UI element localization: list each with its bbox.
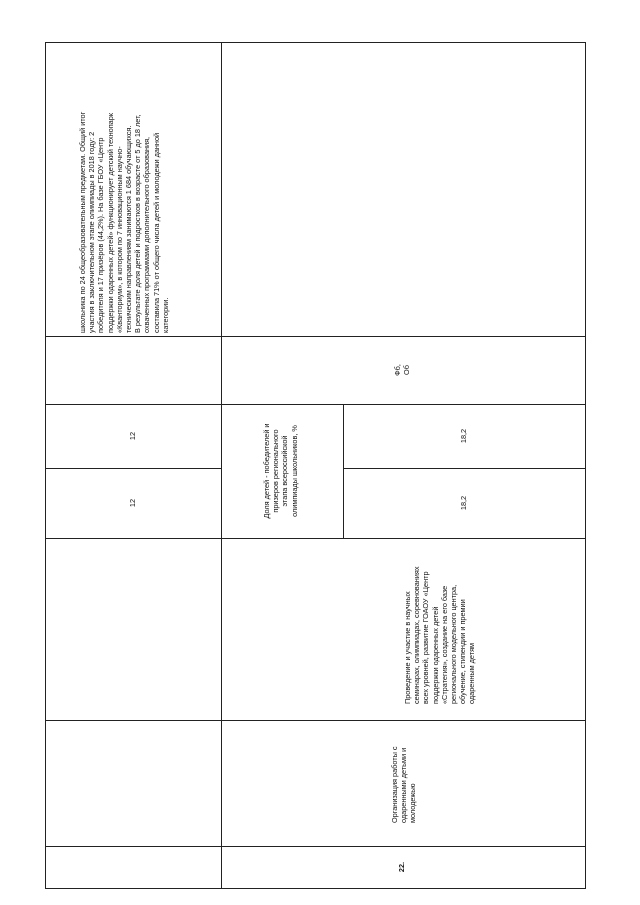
task-cell	[221, 720, 585, 846]
indicator-b: 18,2	[459, 495, 468, 511]
value-b-cell	[45, 468, 221, 538]
value-a: 12	[128, 431, 137, 441]
row-number-cell	[221, 846, 585, 888]
task-text: Организация работы с одаренными детьми и молодежью	[390, 746, 418, 823]
table-border-bottom	[45, 888, 585, 889]
description-cell	[45, 42, 221, 336]
indicator-a: 18,2	[459, 428, 468, 444]
value-b: 12	[128, 498, 137, 508]
activity-text: Проведение и участие в научных семинарах, олимпиадах, соревнованиях всех уровней, развитие ГОАОУ «Центр поддержки одаренных детей «Стратегия», создание на его базе регионального модельного центра, обучение, стипендии и премии одаренным детям	[403, 566, 477, 704]
row-number: 22.	[397, 861, 406, 873]
indicator-name: Доля детей - победителей и призеров регионального этапа всероссийской олимпиады школьников, %	[262, 423, 299, 519]
funding-codes: Фб, Об	[393, 364, 412, 376]
indicator-a-cell	[343, 404, 585, 468]
table-border-right	[585, 42, 586, 889]
funding-cell	[221, 336, 585, 404]
activity-cell	[221, 538, 585, 720]
description-text: школьника по 24 общеобразовательным предметам. Общий итог участия в заключительном этапе олимпиады в 2018 году: 2 победителя и 17 призёров (44,2%). На базе ГБОУ «Центр поддержки одаренных детей» функционирует детский технопарк «Кванториум», в котором по 7 инновационным научно- техническим направлениям занимаются 1 684 обучающихся. В результате доля детей и подростков в возрасте от 5 до 18 лет, охваченных программами дополнительного образования, составила 71% от общего числа детей и молодежи данной категории.	[78, 111, 170, 333]
indicator-name-cell	[221, 404, 343, 538]
value-a-cell	[45, 404, 221, 468]
indicator-b-cell	[343, 468, 585, 538]
